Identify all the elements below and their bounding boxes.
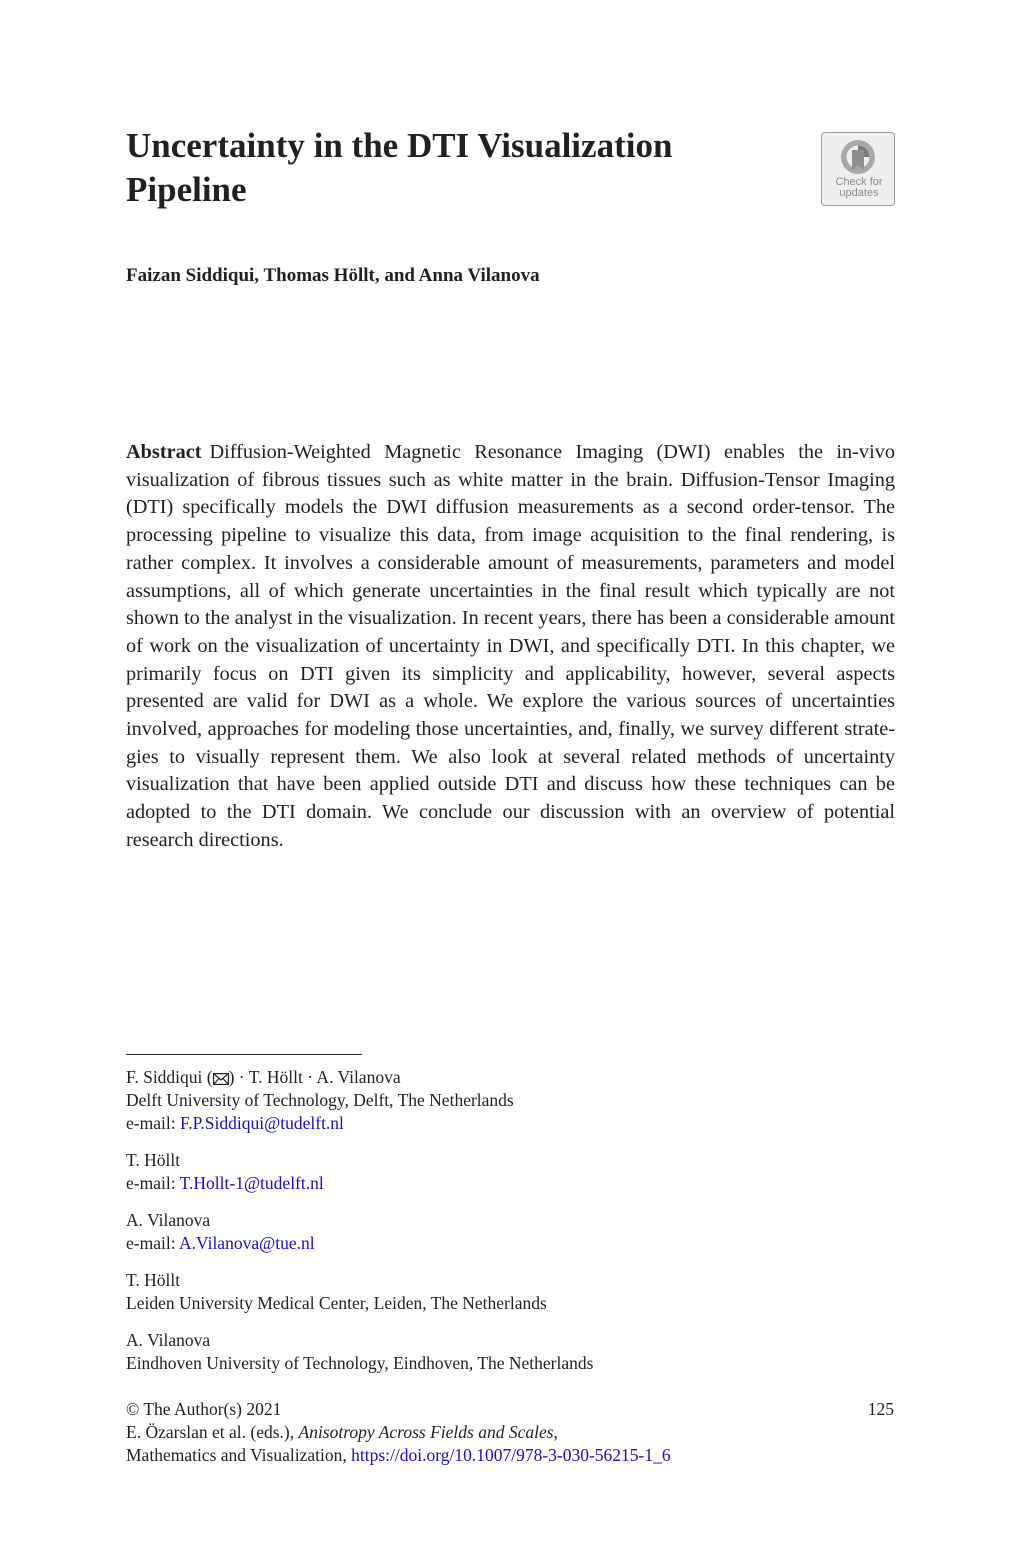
doi-link[interactable]: https://doi.org/10.1007/978-3-030-56215-1_6 bbox=[351, 1445, 671, 1465]
affiliation-name-a: F. Siddiqui ( bbox=[126, 1067, 213, 1087]
check-for-updates-label bbox=[822, 177, 896, 199]
affiliation-block-4 bbox=[126, 1269, 896, 1315]
check-for-updates-button[interactable] bbox=[821, 132, 895, 206]
email-link-siddiqui[interactable]: F.P.Siddiqui@tudelft.nl bbox=[179, 1113, 344, 1133]
affiliation-block-5 bbox=[126, 1329, 896, 1375]
footnote-divider bbox=[126, 1054, 362, 1055]
badge-line1: Check for bbox=[835, 176, 883, 188]
affiliation-email-row bbox=[126, 1172, 896, 1195]
author-list: Faizan Siddiqui, Thomas Höllt, and Anna Vilanova bbox=[126, 265, 540, 286]
affiliation-names bbox=[126, 1066, 896, 1089]
affiliation-name: T. Höllt bbox=[126, 1150, 181, 1170]
affiliation-name: T. Höllt bbox=[126, 1270, 181, 1290]
email-label: e-mail: bbox=[126, 1233, 179, 1253]
envelope-icon bbox=[213, 1073, 229, 1085]
affiliation-institution: Delft University of Technology, Delft, The Netherlands bbox=[126, 1090, 514, 1110]
abstract bbox=[126, 439, 895, 855]
affiliation-email-row bbox=[126, 1112, 896, 1135]
affiliation-name-b: ) · T. Höllt · A. Vilanova bbox=[228, 1067, 401, 1087]
email-link-hollt[interactable]: T.Hollt-1@tudelft.nl bbox=[179, 1173, 324, 1193]
badge-line2: updates bbox=[839, 187, 879, 199]
chapter-title-line1: Uncertainty in the DTI Visualization bbox=[126, 126, 673, 165]
book-title: Anisotropy Across Fields and Scales bbox=[298, 1422, 554, 1442]
check-for-updates-icon bbox=[840, 139, 876, 175]
book-title-suffix: , bbox=[553, 1422, 558, 1442]
affiliation-institution: Eindhoven University of Technology, Eindhoven, The Netherlands bbox=[126, 1353, 594, 1373]
affiliation-block-1 bbox=[126, 1066, 896, 1135]
copyright: © The Author(s) 2021 bbox=[126, 1399, 282, 1419]
chapter-title-line2: Pipeline bbox=[126, 170, 247, 209]
affiliation-email-row bbox=[126, 1232, 896, 1255]
chapter-title bbox=[126, 124, 786, 212]
series: Mathematics and Visualization, bbox=[126, 1445, 352, 1465]
book-citation bbox=[126, 1421, 896, 1444]
email-label: e-mail: bbox=[126, 1113, 180, 1133]
affiliation-institution: Leiden University Medical Center, Leiden, The Netherlands bbox=[126, 1293, 547, 1313]
series-doi-row bbox=[126, 1444, 896, 1467]
page-number: 125 bbox=[867, 1399, 894, 1419]
affiliation-name: A. Vilanova bbox=[126, 1210, 211, 1230]
abstract-label: Abstract bbox=[126, 441, 202, 463]
affiliation-name: A. Vilanova bbox=[126, 1330, 211, 1350]
email-link-vilanova[interactable]: A.Vilanova@tue.nl bbox=[178, 1233, 315, 1253]
affiliation-block-2 bbox=[126, 1149, 896, 1195]
editors: E. Özarslan et al. (eds.), bbox=[126, 1422, 299, 1442]
email-label: e-mail: bbox=[126, 1173, 180, 1193]
publication-footer bbox=[126, 1398, 896, 1467]
abstract-text: Diffusion-Weighted Magnetic Resonance Imaging (DWI) enables the in-vivo visualization of fibrous tissues such as white matter in the brain. Diffusion-Tensor Imaging (DTI) specifically models the DWI diffusion measurements as a second order-tensor. The processing pipeline to visualize this data, from image acquisition to the final rendering, is rather complex. It involves a considerable amount of measurements, parameters and model assumptions, all of which generate uncertainties in the final result which typically are not shown to the analyst in the visualization. In recent years, there has been a considerable amount of work on the visualization of uncertainty in DWI, and specifically DTI. In this chapter, we primarily focus on DTI given its simplicity and applicability, however, several aspects presented are valid for DWI as a whole. We explore the various sources of uncertainties involved, approaches for modeling those uncertainties, and, finally, we survey different strategies to visually represent them. We also look at several related methods of uncertainty visualization that have been applied outside DTI and discuss how these techniques can be adopted to the DTI domain. We conclude our discussion with an overview of potential research directions. bbox=[126, 441, 895, 851]
affiliation-block-3 bbox=[126, 1209, 896, 1255]
